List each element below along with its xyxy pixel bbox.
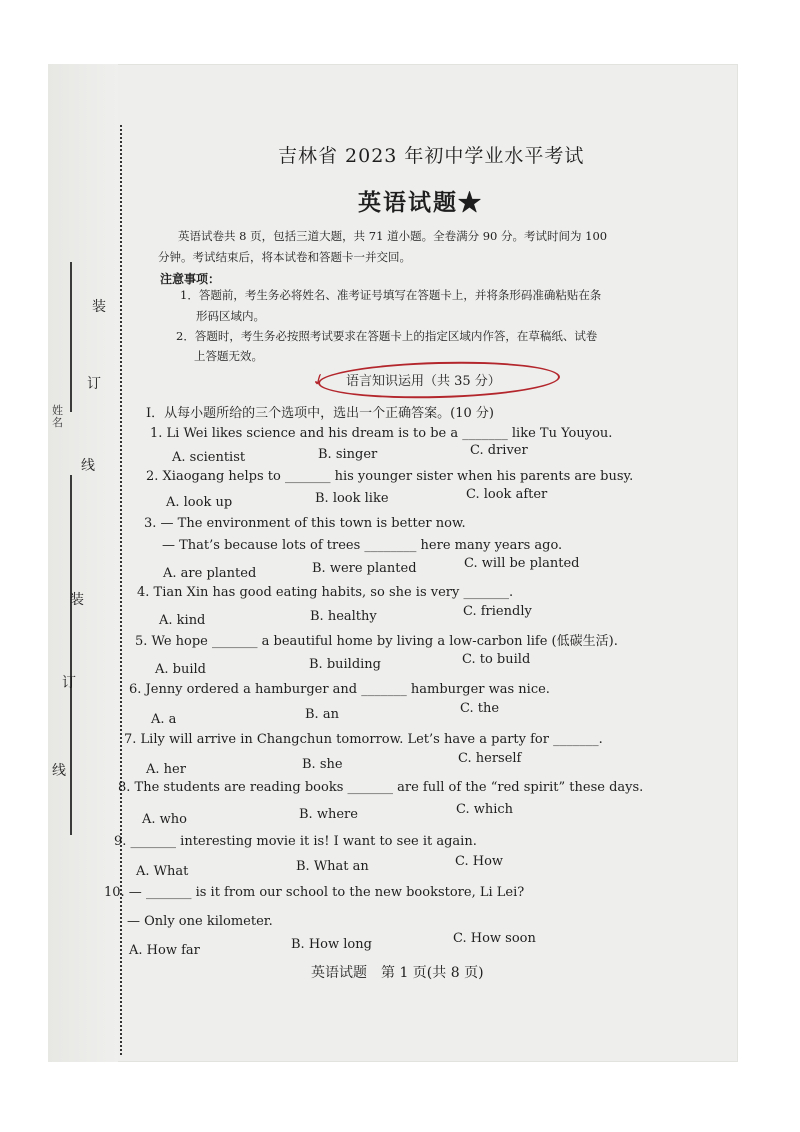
question-4-stem: 4. Tian Xin has good eating habits, so she is very _______. — [137, 585, 514, 600]
question-9-stem: 9. _______ interesting movie it is! I want to see it again. — [114, 834, 477, 849]
question-9-option-b: B. What an — [296, 859, 369, 874]
question-1-option-a: A. scientist — [172, 450, 246, 465]
question-5-option-c: C. to build — [462, 652, 531, 667]
intro-line-1: 英语试卷共 8 页，包括三道大题，共 71 道小题。全卷满分 90 分。考试时间为 100 — [178, 229, 608, 243]
subject-title — [358, 184, 483, 217]
question-5-stem: 5. We hope _______ a beautiful home by living a low-carbon life (低碳生活). — [135, 634, 618, 649]
binding-label-zhuang-1: 装 — [92, 299, 106, 315]
binding-label-zhuang-2: 装 — [70, 592, 84, 608]
binding-solid-line-bottom — [70, 475, 72, 835]
question-3-stem: 3. — The environment of this town is better now. — [144, 516, 466, 531]
star-icon: ★ — [458, 189, 483, 216]
question-10-option-b: B. How long — [291, 937, 372, 952]
question-3-stem-2: — That’s because lots of trees ________ here many years ago. — [162, 538, 563, 553]
question-8-stem: 8. The students are reading books _______ are full of the “red spirit” these days. — [118, 780, 644, 795]
page-footer: 英语试题 第 1 页(共 8 页) — [311, 965, 484, 981]
question-6-option-a: A. a — [151, 712, 177, 727]
binding-solid-line-top — [70, 262, 72, 412]
question-8-option-c: C. which — [456, 802, 514, 817]
question-5-option-a: A. build — [155, 662, 206, 677]
notice-item-1-line-1: 1．答题前，考生务必将姓名、准考证号填写在答题卡上，并将条形码准确粘贴在条 — [180, 288, 602, 302]
binding-dotted-line — [120, 125, 122, 1055]
question-10-stem-2: — Only one kilometer. — [127, 914, 273, 929]
notice-heading: 注意事项： — [160, 272, 221, 286]
exam-title: 吉林省 2023 年初中学业水平考试 — [278, 145, 585, 167]
question-4-option-a: A. kind — [159, 613, 206, 628]
question-5-option-b: B. building — [309, 657, 382, 672]
question-2-stem: 2. Xiaogang helps to _______ his younger sister when his parents are busy. — [146, 469, 634, 484]
question-7-option-a: A. her — [146, 762, 186, 777]
question-4-option-c: C. friendly — [463, 604, 532, 619]
question-10-option-c: C. How soon — [453, 931, 536, 946]
question-3-option-b: B. were planted — [312, 561, 417, 576]
question-3-option-a: A. are planted — [163, 566, 257, 581]
subject-title-text: 英语试题 — [358, 189, 458, 216]
binding-side-text: 姓名 — [52, 404, 63, 429]
check-mark-icon: ✓ — [309, 368, 329, 391]
question-2-option-a: A. look up — [166, 495, 233, 510]
question-9-option-c: C. How — [455, 854, 504, 869]
question-8-option-b: B. where — [299, 807, 358, 822]
question-2-option-b: B. look like — [315, 491, 389, 506]
section-title: 语言知识运用（共 35 分） — [346, 374, 501, 389]
question-10-option-a: A. How far — [129, 943, 200, 958]
question-7-option-c: C. herself — [458, 751, 522, 766]
question-6-stem: 6. Jenny ordered a hamburger and _______ hamburger was nice. — [129, 682, 550, 697]
notice-item-1-line-2: 形码区域内。 — [196, 309, 265, 323]
question-1-option-c: C. driver — [470, 443, 528, 458]
question-3-option-c: C. will be planted — [464, 556, 580, 571]
question-7-stem: 7. Lily will arrive in Changchun tomorrow. Let’s have a party for _______. — [124, 732, 603, 747]
question-10-stem: 10. — _______ is it from our school to the new bookstore, Li Lei? — [104, 885, 525, 900]
question-4-option-b: B. healthy — [310, 609, 377, 624]
binding-label-ding-1: 订 — [87, 376, 101, 392]
intro-line-2: 分钟。考试结束后，将本试卷和答题卡一并交回。 — [158, 250, 411, 264]
binding-label-xian-2: 线 — [52, 763, 66, 779]
binding-label-xian-1: 线 — [81, 458, 95, 474]
question-6-option-b: B. an — [305, 707, 339, 722]
notice-item-2-line-2: 上答题无效。 — [194, 349, 263, 363]
part-title: Ⅰ．从每小题所给的三个选项中，选出一个正确答案。(10 分) — [146, 406, 494, 421]
question-8-option-a: A. who — [142, 812, 187, 827]
question-6-option-c: C. the — [460, 701, 500, 716]
question-1-stem: 1. Li Wei likes science and his dream is to be a _______ like Tu Youyou. — [150, 426, 613, 441]
question-1-option-b: B. singer — [318, 447, 378, 462]
question-9-option-a: A. What — [136, 864, 189, 879]
paper-fold-shadow — [48, 64, 118, 1062]
question-7-option-b: B. she — [302, 757, 343, 772]
binding-label-ding-2: 订 — [62, 675, 76, 691]
question-2-option-c: C. look after — [466, 487, 548, 502]
notice-item-2-line-1: 2．答题时，考生务必按照考试要求在答题卡上的指定区域内作答，在草稿纸、试卷 — [176, 329, 598, 343]
